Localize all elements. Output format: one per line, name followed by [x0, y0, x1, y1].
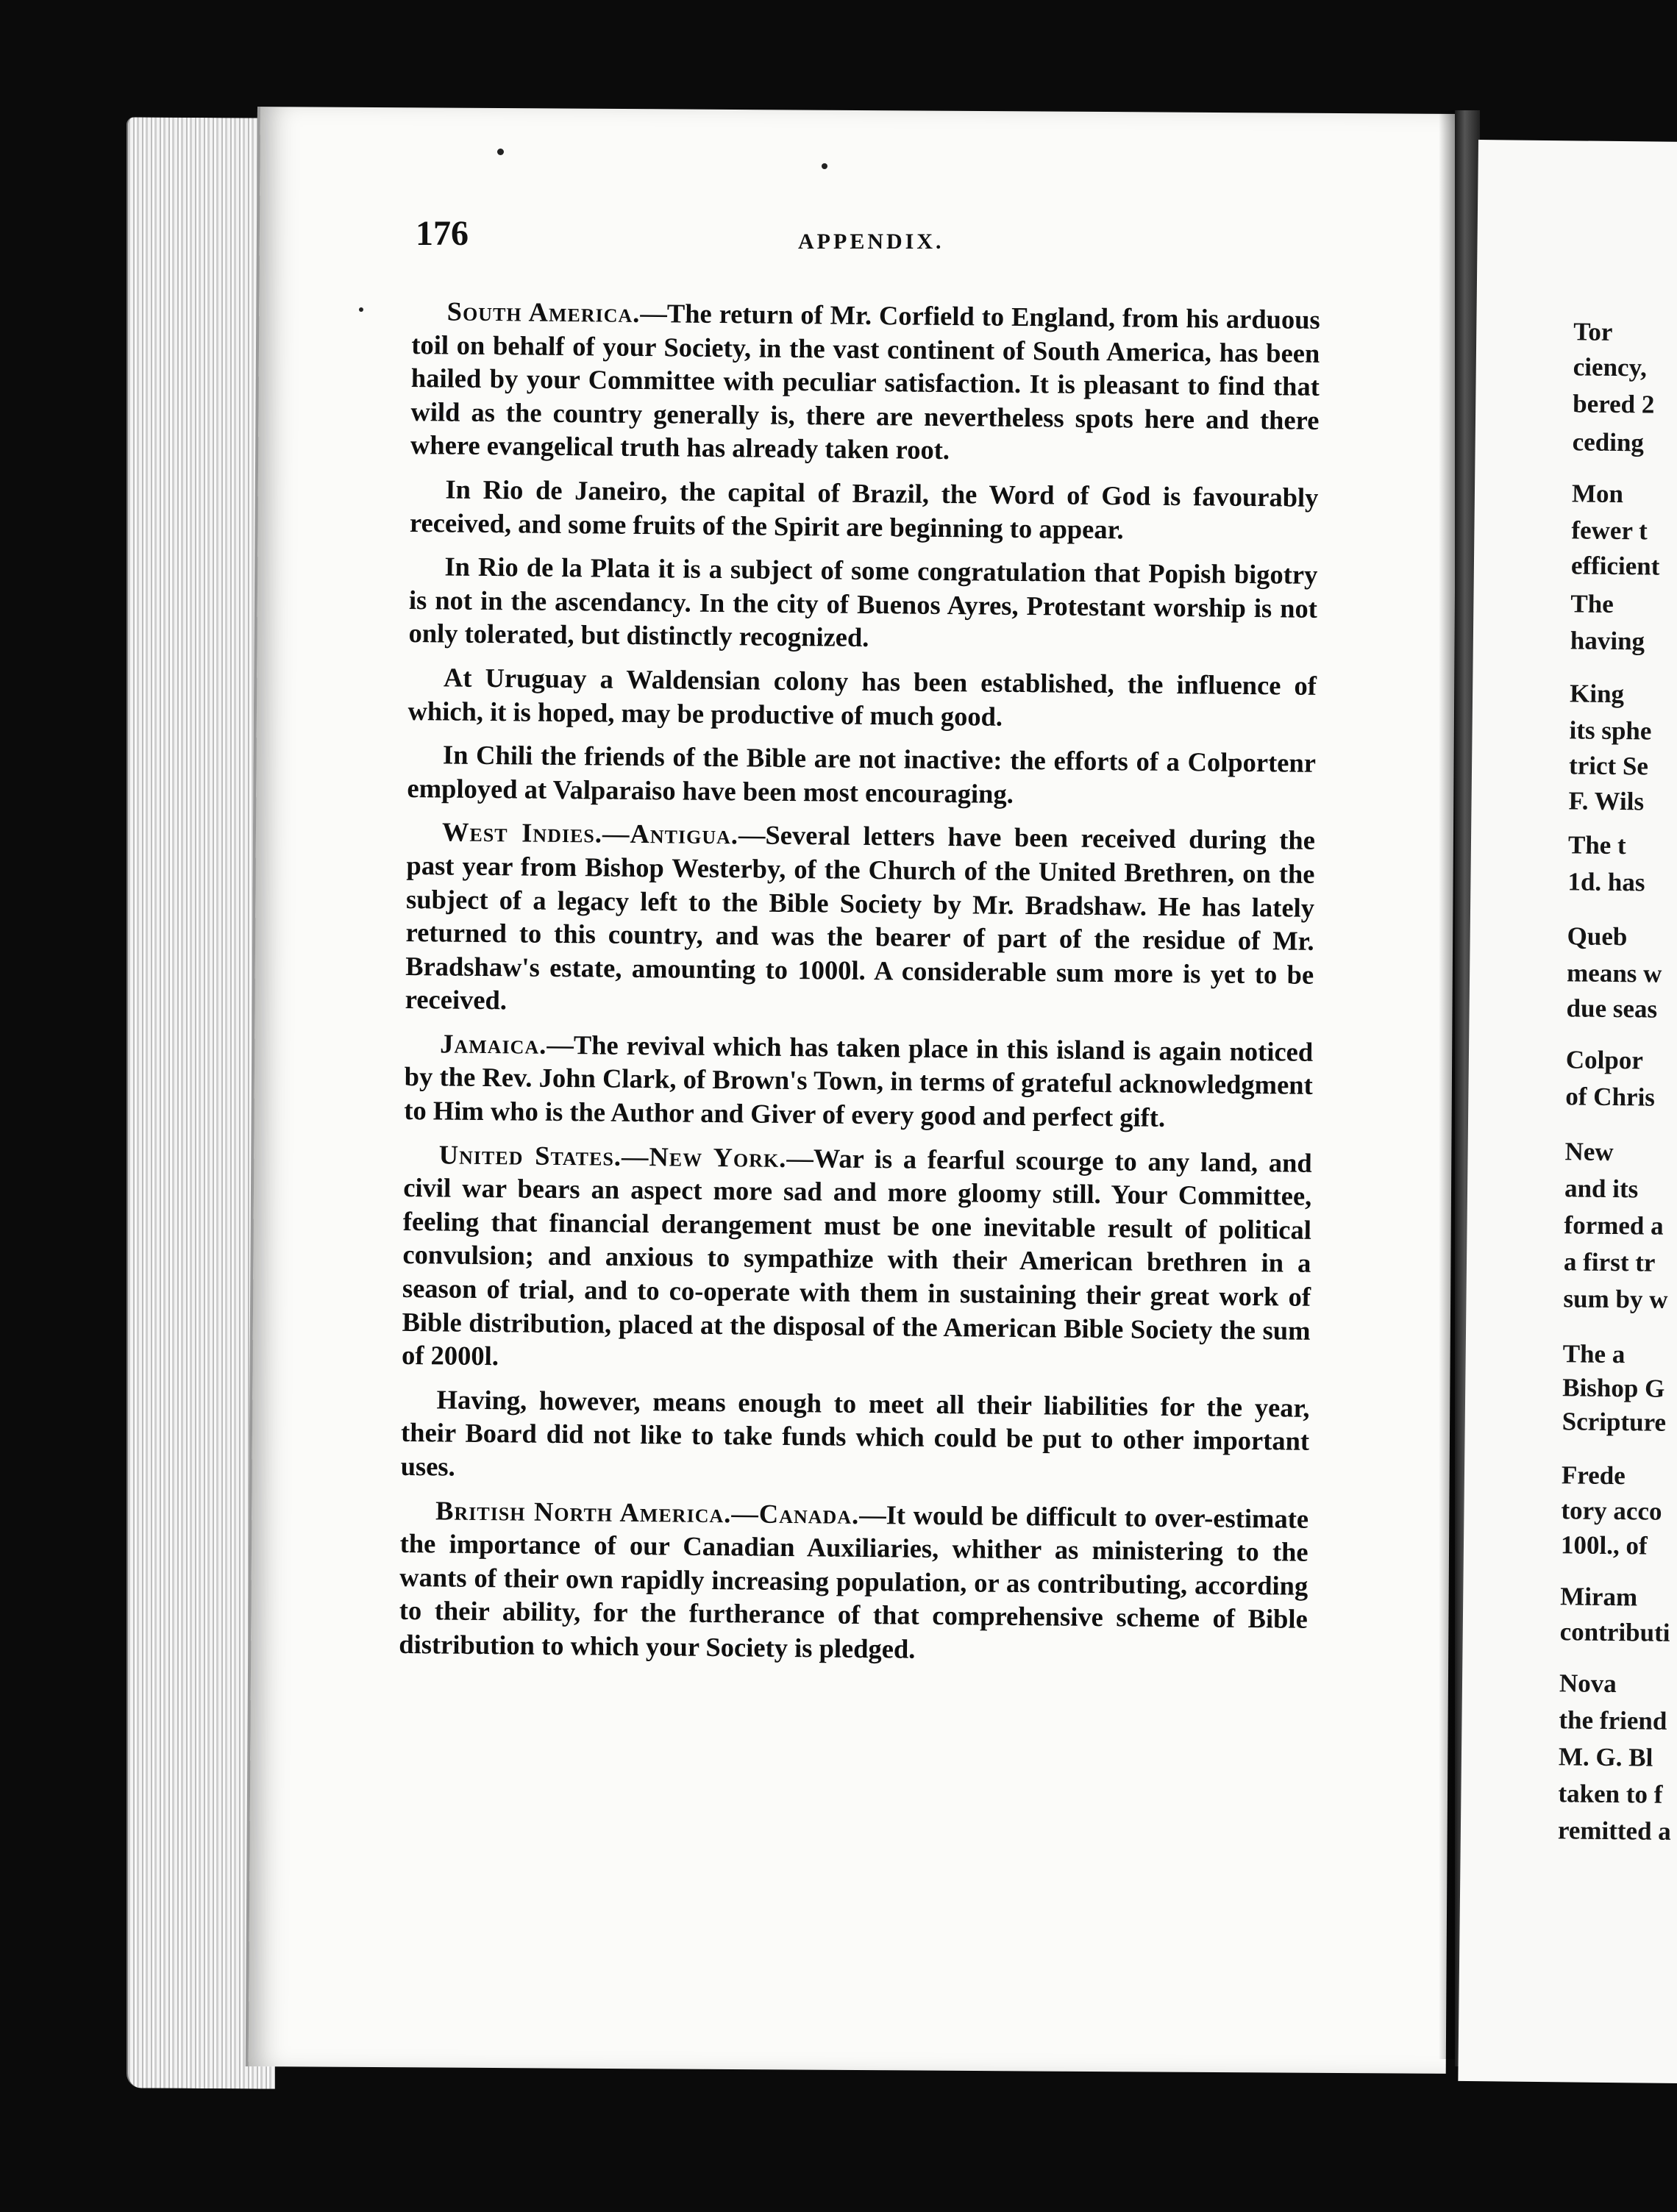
- running-head: APPENDIX.: [798, 229, 944, 254]
- paragraph-text: —Several letters have been received during the past year from Bishop Westerby, of the Church of the United Brethren, on the subject of a legacy left to the Bible Society by Mr. Bradshaw. He has lately returned to this country, and was the bearer of part of the residue of Mr. Bradshaw's estate, amounting to 1000l. A considerable sum more is yet to be received.: [405, 819, 1316, 1016]
- paragraph: [407, 660, 1317, 736]
- paragraph-text: At Uruguay a Waldensian colony has been established, the influence of which, it is hoped, may be productive of much good.: [407, 662, 1317, 732]
- paragraph-heading: Jamaica.: [440, 1028, 547, 1060]
- paragraph-text: —The return of Mr. Corfield to England, from his arduous toil on behalf of your Society, in the vast continent of South America, has been hailed by your Committee with peculiar satisfaction. It is pleasant to find that wild as the country generally is, there are nevertheless spots here and there where evangelical truth has already taken root.: [410, 297, 1320, 465]
- facing-page-line: ceding: [1572, 427, 1645, 457]
- facing-page-line: remitted a: [1557, 1816, 1672, 1846]
- facing-page-line: ciency,: [1573, 352, 1648, 382]
- body-text: [399, 294, 1320, 1680]
- paragraph: [400, 1382, 1309, 1492]
- facing-page-line: Queb: [1567, 921, 1628, 952]
- facing-page-line: F. Wils: [1568, 786, 1645, 816]
- paragraph-text: Having, however, means enough to meet all their liabilities for the year, their Board did not like to take funds which could be put to other important uses.: [400, 1384, 1310, 1482]
- facing-page-line: taken to f: [1558, 1779, 1663, 1809]
- paragraph: [402, 1138, 1312, 1381]
- facing-page-line: due seas: [1566, 993, 1658, 1024]
- ink-speck: [497, 149, 504, 155]
- facing-page-line: tory acco: [1561, 1496, 1662, 1526]
- paragraph-heading: South America.: [446, 296, 641, 328]
- facing-page-line: King: [1569, 679, 1625, 709]
- facing-page-line: its sphe: [1569, 716, 1652, 746]
- facing-page-line: a first tr: [1563, 1247, 1656, 1277]
- facing-page-line: sum by w: [1563, 1284, 1668, 1314]
- facing-page-line: Mon: [1571, 479, 1624, 509]
- page-shadow: [1439, 110, 1456, 2059]
- facing-page-line: M. G. Bl: [1558, 1742, 1653, 1772]
- paragraph-text: In Chili the friends of the Bible are not inactive: the efforts of a Colportenr employed at Valparaiso have been most encouraging.: [407, 739, 1317, 809]
- facing-page-line: means w: [1566, 958, 1662, 988]
- facing-page-line: of Chris: [1565, 1082, 1656, 1112]
- facing-page-line: having: [1570, 626, 1645, 656]
- paragraph-text: —War is a fearful scourge to any land, and civil war bears an aspect more sad and more gloomy still. Your Committee, feeling that financial derangement must be one inevitable result of political convulsion; and anxious to sympathize with their American brethren in a season of trial, and to co-operate with them in sustaining their great work of Bible distribution, placed at the disposal of the American Bible Society the sum of 2000l.: [401, 1142, 1312, 1371]
- facing-page-line: Nova: [1559, 1669, 1617, 1699]
- paragraph: [407, 738, 1316, 813]
- paragraph-heading: West Indies.—Antigua.: [441, 816, 739, 850]
- facing-page-line: efficient: [1570, 551, 1660, 581]
- facing-page-line: New: [1564, 1137, 1614, 1166]
- ink-speck: [359, 307, 363, 312]
- facing-page-line: The a: [1562, 1339, 1626, 1369]
- paragraph: [399, 1494, 1309, 1670]
- facing-page-line: 1d. has: [1567, 867, 1645, 897]
- facing-page-line: The t: [1567, 830, 1626, 860]
- ink-speck: [822, 163, 827, 169]
- facing-page-line: The: [1570, 589, 1614, 618]
- facing-page: [1458, 140, 1677, 2083]
- paragraph-heading: British North America.—Canada.: [435, 1494, 860, 1530]
- paragraph-heading: United States.—New York.: [438, 1139, 787, 1173]
- facing-page-line: and its: [1564, 1174, 1639, 1204]
- facing-page-line: the friend: [1559, 1705, 1667, 1735]
- facing-page-line: Colpor: [1565, 1045, 1644, 1075]
- paragraph: [405, 815, 1316, 1024]
- paragraph: [408, 549, 1317, 659]
- facing-page-line: bered 2: [1573, 389, 1655, 419]
- facing-page-line: Tor: [1573, 317, 1613, 346]
- facing-page-line: contributi: [1559, 1617, 1670, 1647]
- facing-page-line: 100l., of: [1560, 1530, 1648, 1560]
- facing-page-line: trict Se: [1568, 751, 1649, 781]
- paragraph-text: In Rio de la Plata it is a subject of some congratulation that Popish bigotry is not in the ascendancy. In the city of Buenos Ayres, Protestant worship is not only tolerated, but distinctly recognized.: [408, 551, 1318, 653]
- paragraph-text: —It would be difficult to over-estimate the importance of our Canadian Auxiliaries, whither as ministering to the wants of their own rapidly increasing population, or as contributing, according to their ability, for the furtherance of that comprehensive scheme of Bible distribution to which your Society is pledged.: [399, 1499, 1309, 1664]
- paragraph-text: In Rio de Janeiro, the capital of Brazil, the Word of God is favourably received, and some fruits of the Spirit are beginning to appear.: [409, 474, 1319, 544]
- facing-page-text: [1478, 140, 1677, 1846]
- facing-page-line: Bishop G: [1562, 1373, 1665, 1403]
- facing-page-line: Miram: [1560, 1582, 1638, 1612]
- page-number: 176: [416, 214, 469, 253]
- paragraph: [410, 294, 1320, 471]
- facing-page-line: Frede: [1561, 1460, 1626, 1491]
- facing-page-line: formed a: [1564, 1210, 1664, 1241]
- paragraph-text: —The revival which has taken place in this island is again noticed by the Rev. John Clark, of Brown's Town, in terms of grateful acknowledgment to Him who is the Author and Giver of every good and perfect gift.: [404, 1029, 1314, 1132]
- paragraph: [410, 472, 1319, 548]
- paragraph: [404, 1027, 1313, 1136]
- facing-page-line: Scripture: [1562, 1407, 1667, 1437]
- facing-page-line: fewer t: [1571, 515, 1648, 546]
